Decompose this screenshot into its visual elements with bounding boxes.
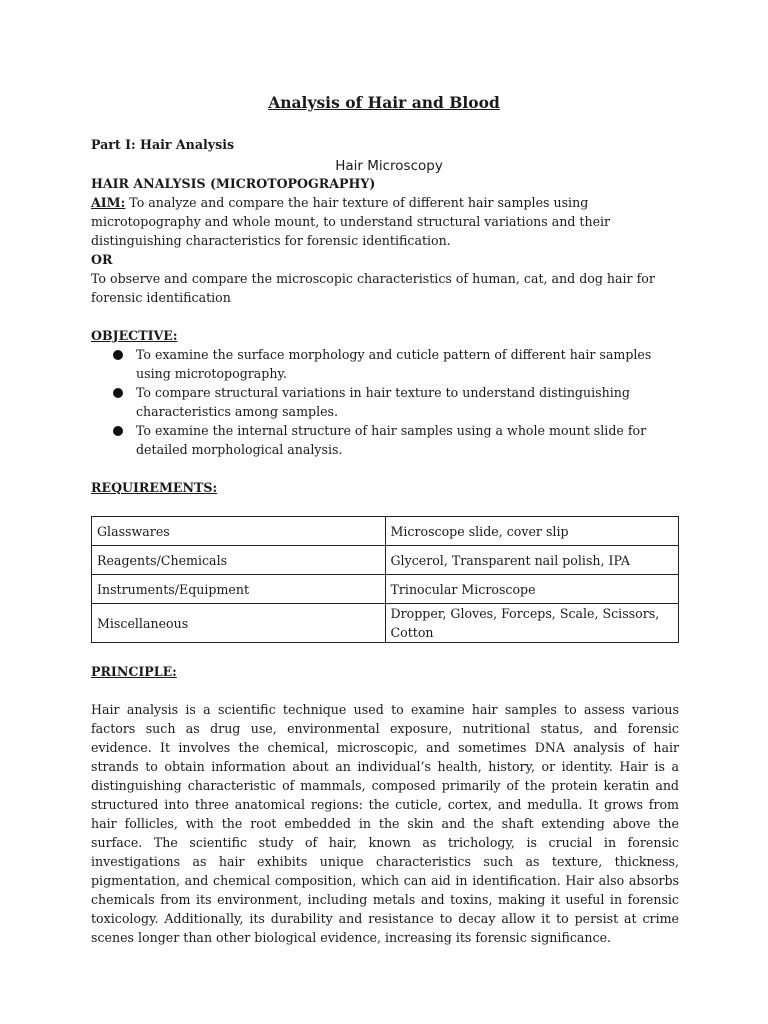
table-cell: Glasswares [92, 517, 386, 546]
bullet-icon [113, 426, 123, 436]
main-content [91, 174, 679, 947]
section-heading: HAIR ANALYSIS (MICROTOPOGRAPHY) [91, 176, 376, 191]
table-cell: Miscellaneous [92, 604, 386, 643]
table-row [92, 575, 679, 604]
bullet-icon [113, 388, 123, 398]
objective-text: To examine the internal structure of hair samples using a whole mount slide for detailed morphological analysis. [136, 423, 647, 457]
objective-text: To compare structural variations in hair texture to understand distinguishing characteristics among samples. [136, 385, 630, 419]
requirements-heading: REQUIREMENTS: [91, 480, 218, 495]
table-cell: Microscope slide, cover slip [385, 517, 679, 546]
subheading: Hair Microscopy [335, 158, 443, 174]
table-row [92, 546, 679, 575]
requirements-table [91, 516, 679, 643]
table-cell: Trinocular Microscope [385, 575, 679, 604]
aim-label: AIM: [91, 195, 126, 210]
list-item [91, 421, 656, 459]
objective-text: To examine the surface morphology and cuticle pattern of different hair samples using microtopography. [136, 347, 652, 381]
table-cell: Glycerol, Transparent nail polish, IPA [385, 546, 679, 575]
table-row [92, 517, 679, 546]
aim-alt-text: To observe and compare the microscopic characteristics of human, cat, and dog hair for forensic identification [91, 271, 655, 305]
principle-paragraph: Hair analysis is a scientific technique used to examine hair samples to assess various factors such as drug use, environmental exposure, nutritional status, and forensic evidence. It involves the chemical, microscopic, and sometimes DNA analysis of hair strands to obtain information about an individual’s health, history, or identity. Hair is a distinguishing characteristic of mammals, composed primarily of the protein keratin and structured into three anatomical regions: the cuticle, cortex, and medulla. It grows from hair follicles, with the root embedded in the skin and the shaft extending above the surface. The scientific study of hair, known as trichology, is crucial in forensic investigations as hair exhibits unique characteristics such as texture, thickness, pigmentation, and chemical composition, which can aid in identification. Hair also absorbs chemicals from its environment, including metals and toxins, making it useful in forensic toxicology. Additionally, its durability and resistance to decay allow it to persist at crime scenes longer than other biological evidence, increasing its forensic significance. [91, 702, 679, 945]
table-cell: Reagents/Chemicals [92, 546, 386, 575]
list-item [91, 345, 656, 383]
objective-heading: OBJECTIVE: [91, 328, 178, 343]
bullet-icon [113, 350, 123, 360]
table-cell: Instruments/Equipment [92, 575, 386, 604]
list-item [91, 383, 656, 421]
objective-list [91, 345, 679, 459]
principle-heading: PRINCIPLE: [91, 664, 177, 679]
document-title: Analysis of Hair and Blood [268, 93, 500, 112]
table-cell: Dropper, Gloves, Forceps, Scale, Scissors, Cotton [385, 604, 679, 643]
aim-text: To analyze and compare the hair texture of different hair samples using microtopography and whole mount, to understand structural variations and their distinguishing characteristics for forensic identification. [91, 195, 611, 248]
part-heading: Part I: Hair Analysis [91, 137, 235, 152]
aim-paragraph [91, 193, 679, 250]
table-row [92, 604, 679, 643]
or-separator: OR [91, 252, 113, 267]
